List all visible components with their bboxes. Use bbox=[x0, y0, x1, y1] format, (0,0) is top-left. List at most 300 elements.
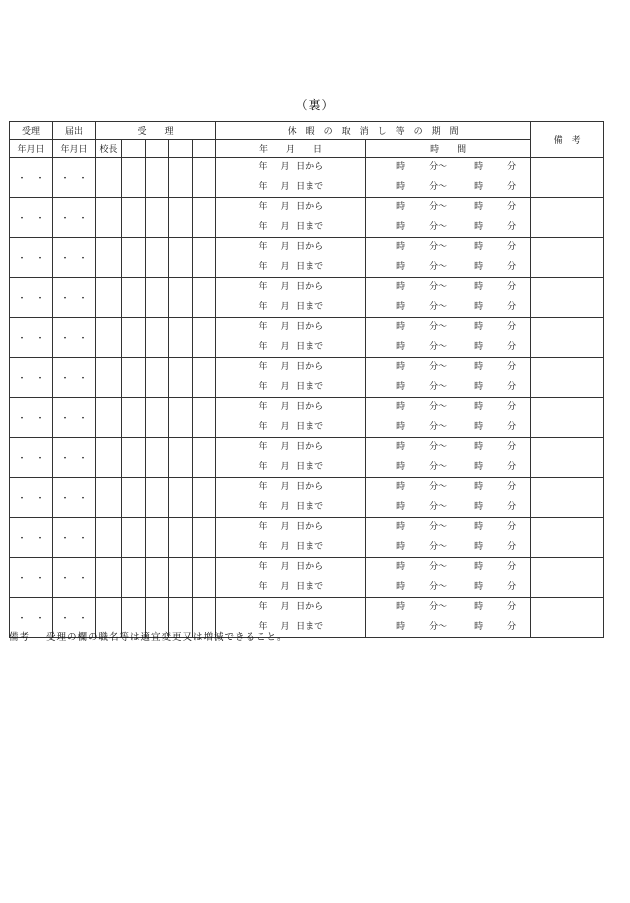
time-from-line bbox=[366, 478, 530, 498]
period-time-cell[interactable] bbox=[366, 278, 531, 318]
minute-label: 分 bbox=[507, 602, 517, 612]
year-label: 年 bbox=[258, 381, 268, 392]
time-from-line bbox=[366, 598, 530, 618]
minute-from-label: 分〜 bbox=[429, 242, 448, 252]
minute-label: 分 bbox=[507, 402, 517, 412]
filing-date-cell[interactable]: ・ ・ bbox=[53, 558, 96, 598]
minute-from-label: 分〜 bbox=[429, 442, 448, 452]
hour-label: 時 bbox=[396, 162, 406, 172]
principal-seal-cell[interactable] bbox=[96, 438, 122, 478]
day-to-label: 日まで bbox=[296, 341, 324, 352]
month-label: 月 bbox=[280, 282, 290, 292]
minute-from-label: 分〜 bbox=[429, 522, 448, 532]
period-from-line bbox=[216, 158, 365, 178]
period-time-cell[interactable] bbox=[366, 358, 531, 398]
hour-label: 時 bbox=[396, 501, 406, 512]
minute-label: 分 bbox=[507, 541, 517, 552]
filing-date-cell[interactable]: ・ ・ bbox=[53, 598, 96, 638]
approver-seal-cell[interactable] bbox=[146, 398, 169, 438]
hour-label: 時 bbox=[396, 242, 406, 252]
filing-date-cell[interactable]: ・ ・ bbox=[53, 318, 96, 358]
period-date-cell[interactable] bbox=[216, 478, 366, 518]
year-label: 年 bbox=[258, 162, 268, 172]
hour-label: 時 bbox=[474, 421, 484, 432]
principal-seal-cell[interactable] bbox=[96, 358, 122, 398]
year-label: 年 bbox=[258, 442, 268, 452]
day-to-label: 日まで bbox=[296, 301, 324, 312]
period-to-line bbox=[216, 298, 365, 318]
table-row bbox=[10, 398, 604, 438]
approver-seal-cell[interactable] bbox=[169, 438, 193, 478]
period-time-cell[interactable] bbox=[366, 558, 531, 598]
period-from-line bbox=[216, 358, 365, 378]
leave-cancel-period-header: 休 暇 の 取 消 し 等 の 期 間 bbox=[216, 122, 531, 140]
period-from-line bbox=[216, 318, 365, 338]
remarks-cell[interactable] bbox=[531, 278, 604, 318]
year-label: 年 bbox=[258, 461, 268, 472]
period-to-line bbox=[216, 378, 365, 398]
year-label: 年 bbox=[258, 322, 268, 332]
approver-seal-cell[interactable] bbox=[122, 238, 146, 278]
header-row-1 bbox=[10, 122, 604, 140]
period-date-cell[interactable] bbox=[216, 198, 366, 238]
hour-label: 時 bbox=[396, 261, 406, 272]
period-date-cell[interactable] bbox=[216, 438, 366, 478]
page-title: （裏） bbox=[295, 98, 335, 112]
hour-label: 時 bbox=[474, 602, 484, 612]
year-label: 年 bbox=[258, 362, 268, 372]
hour-label: 時 bbox=[474, 562, 484, 572]
time-from-line bbox=[366, 558, 530, 578]
hour-label: 時 bbox=[474, 482, 484, 492]
hour-label: 時 bbox=[396, 322, 406, 332]
hour-label: 時 bbox=[396, 442, 406, 452]
approver-seal-cell[interactable] bbox=[122, 278, 146, 318]
minute-label: 分 bbox=[507, 581, 517, 592]
approver-seal-cell[interactable] bbox=[122, 198, 146, 238]
day-to-label: 日まで bbox=[296, 261, 324, 272]
hour-label: 時 bbox=[474, 202, 484, 212]
principal-seal-cell[interactable] bbox=[96, 158, 122, 198]
approver-seal-cell[interactable] bbox=[122, 158, 146, 198]
minute-from-label: 分〜 bbox=[429, 282, 448, 292]
minute-label: 分 bbox=[507, 322, 517, 332]
time-to-line bbox=[366, 298, 530, 318]
time-to-line bbox=[366, 418, 530, 438]
period-time-cell[interactable] bbox=[366, 598, 531, 638]
time-from-line bbox=[366, 158, 530, 178]
minute-from-label: 分〜 bbox=[429, 501, 448, 512]
filing-date-cell[interactable]: ・ ・ bbox=[53, 158, 96, 198]
minute-from-label: 分〜 bbox=[429, 602, 448, 612]
leave-cancellation-table bbox=[9, 121, 604, 638]
minute-from-label: 分〜 bbox=[429, 421, 448, 432]
receipt-date-cell[interactable]: ・ ・ bbox=[10, 478, 53, 518]
day-from-label: 日から bbox=[296, 282, 324, 292]
minute-label: 分 bbox=[507, 181, 517, 192]
day-from-label: 日から bbox=[296, 362, 324, 372]
month-label: 月 bbox=[280, 562, 290, 572]
hour-label: 時 bbox=[396, 202, 406, 212]
period-date-cell[interactable] bbox=[216, 558, 366, 598]
period-time-cell[interactable] bbox=[366, 478, 531, 518]
hour-label: 時 bbox=[474, 402, 484, 412]
hour-label: 時 bbox=[474, 362, 484, 372]
time-from-line bbox=[366, 278, 530, 298]
approver-seal-cell[interactable] bbox=[169, 518, 193, 558]
minute-label: 分 bbox=[507, 261, 517, 272]
period-date-cell[interactable] bbox=[216, 238, 366, 278]
approver-seal-cell[interactable] bbox=[193, 358, 216, 398]
period-to-line bbox=[216, 218, 365, 238]
approver-seal-cell[interactable] bbox=[122, 478, 146, 518]
time-from-line bbox=[366, 238, 530, 258]
year-label: 年 bbox=[258, 202, 268, 212]
year-label: 年 bbox=[258, 261, 268, 272]
approver-seal-cell[interactable] bbox=[193, 198, 216, 238]
minute-from-label: 分〜 bbox=[429, 322, 448, 332]
period-from-line bbox=[216, 558, 365, 578]
month-label: 月 bbox=[280, 202, 290, 212]
approver-seal-cell[interactable] bbox=[122, 518, 146, 558]
minute-from-label: 分〜 bbox=[429, 562, 448, 572]
hour-label: 時 bbox=[396, 541, 406, 552]
approver-seal-cell[interactable] bbox=[193, 278, 216, 318]
filing-date-cell[interactable]: ・ ・ bbox=[53, 398, 96, 438]
filing-date-cell[interactable]: ・ ・ bbox=[53, 198, 96, 238]
minute-from-label: 分〜 bbox=[429, 581, 448, 592]
hour-label: 時 bbox=[396, 581, 406, 592]
approver-seal-cell[interactable] bbox=[122, 398, 146, 438]
period-time-cell[interactable] bbox=[366, 398, 531, 438]
receipt-date-cell[interactable]: ・ ・ bbox=[10, 438, 53, 478]
approver-seal-cell[interactable] bbox=[146, 198, 169, 238]
approver-seal-cell[interactable] bbox=[146, 318, 169, 358]
period-time-cell[interactable] bbox=[366, 158, 531, 198]
receipt-date-cell[interactable]: ・ ・ bbox=[10, 358, 53, 398]
time-to-line bbox=[366, 338, 530, 358]
hour-label: 時 bbox=[474, 581, 484, 592]
period-time-cell[interactable] bbox=[366, 318, 531, 358]
day-from-label: 日から bbox=[296, 202, 324, 212]
approver-seal-cell[interactable] bbox=[146, 478, 169, 518]
approver-seal-cell[interactable] bbox=[169, 478, 193, 518]
remarks-cell[interactable] bbox=[531, 238, 604, 278]
day-to-label: 日まで bbox=[296, 501, 324, 512]
approver-seal-cell[interactable] bbox=[169, 318, 193, 358]
receipt-date-cell[interactable]: ・ ・ bbox=[10, 558, 53, 598]
period-date-cell[interactable] bbox=[216, 318, 366, 358]
remarks-cell[interactable] bbox=[531, 558, 604, 598]
table-row bbox=[10, 558, 604, 598]
month-label: 月 bbox=[280, 341, 290, 352]
approver-seal-cell[interactable] bbox=[122, 558, 146, 598]
period-date-cell[interactable] bbox=[216, 278, 366, 318]
month-label: 月 bbox=[280, 541, 290, 552]
remarks-header: 備 考 bbox=[531, 122, 604, 158]
time-from-line bbox=[366, 518, 530, 538]
month-label: 月 bbox=[280, 301, 290, 312]
approver-seal-cell[interactable] bbox=[122, 358, 146, 398]
period-from-line bbox=[216, 278, 365, 298]
remarks-cell[interactable] bbox=[531, 158, 604, 198]
period-from-line bbox=[216, 198, 365, 218]
period-date-cell[interactable] bbox=[216, 158, 366, 198]
month-label: 月 bbox=[280, 242, 290, 252]
minute-from-label: 分〜 bbox=[429, 221, 448, 232]
day-from-label: 日から bbox=[296, 242, 324, 252]
approver-seal-cell[interactable] bbox=[146, 358, 169, 398]
approver-seal-cell[interactable] bbox=[169, 358, 193, 398]
time-to-line bbox=[366, 458, 530, 478]
principal-seal-cell[interactable] bbox=[96, 238, 122, 278]
approver-seal-cell[interactable] bbox=[122, 318, 146, 358]
day-to-label: 日まで bbox=[296, 541, 324, 552]
period-to-line bbox=[216, 258, 365, 278]
filing-date-cell[interactable]: ・ ・ bbox=[53, 278, 96, 318]
day-to-label: 日まで bbox=[296, 381, 324, 392]
year-label: 年 bbox=[258, 221, 268, 232]
period-to-line bbox=[216, 458, 365, 478]
year-label: 年 bbox=[258, 602, 268, 612]
month-label: 月 bbox=[280, 581, 290, 592]
hour-label: 時 bbox=[474, 221, 484, 232]
day-from-label: 日から bbox=[296, 402, 324, 412]
minute-label: 分 bbox=[507, 242, 517, 252]
approval-header: 受 理 bbox=[96, 122, 216, 140]
receipt-date-header: 年月日 bbox=[10, 140, 53, 158]
approver-seal-cell[interactable] bbox=[193, 238, 216, 278]
hour-label: 時 bbox=[474, 322, 484, 332]
filing-date-cell[interactable]: ・ ・ bbox=[53, 238, 96, 278]
principal-seal-cell[interactable] bbox=[96, 318, 122, 358]
hour-label: 時 bbox=[396, 362, 406, 372]
header-row-2 bbox=[10, 140, 604, 158]
remarks-cell[interactable] bbox=[531, 358, 604, 398]
principal-seal-cell[interactable] bbox=[96, 478, 122, 518]
year-label: 年 bbox=[258, 522, 268, 532]
principal-seal-cell[interactable] bbox=[96, 558, 122, 598]
hour-label: 時 bbox=[396, 522, 406, 532]
approver-seal-cell[interactable] bbox=[169, 278, 193, 318]
hour-label: 時 bbox=[396, 181, 406, 192]
hour-label: 時 bbox=[474, 461, 484, 472]
minute-from-label: 分〜 bbox=[429, 261, 448, 272]
remarks-cell[interactable] bbox=[531, 478, 604, 518]
hour-label: 時 bbox=[474, 341, 484, 352]
hour-label: 時 bbox=[396, 602, 406, 612]
hour-label: 時 bbox=[396, 482, 406, 492]
hour-label: 時 bbox=[474, 242, 484, 252]
receipt-date-cell[interactable]: ・ ・ bbox=[10, 278, 53, 318]
hour-label: 時 bbox=[396, 381, 406, 392]
time-to-line bbox=[366, 498, 530, 518]
approver-slot-header bbox=[146, 140, 169, 158]
period-date-cell[interactable] bbox=[216, 518, 366, 558]
period-time-cell[interactable] bbox=[366, 518, 531, 558]
approver-seal-cell[interactable] bbox=[169, 198, 193, 238]
receipt-date-cell[interactable]: ・ ・ bbox=[10, 238, 53, 278]
approver-seal-cell[interactable] bbox=[146, 558, 169, 598]
approver-seal-cell[interactable] bbox=[169, 558, 193, 598]
period-time-cell[interactable] bbox=[366, 198, 531, 238]
period-date-cell[interactable] bbox=[216, 358, 366, 398]
month-label: 月 bbox=[280, 322, 290, 332]
remarks-cell[interactable] bbox=[531, 518, 604, 558]
hour-label: 時 bbox=[474, 522, 484, 532]
minute-from-label: 分〜 bbox=[429, 461, 448, 472]
approver-seal-cell[interactable] bbox=[146, 518, 169, 558]
year-label: 年 bbox=[258, 421, 268, 432]
table-row bbox=[10, 198, 604, 238]
minute-from-label: 分〜 bbox=[429, 162, 448, 172]
minute-label: 分 bbox=[507, 621, 517, 632]
time-to-line bbox=[366, 378, 530, 398]
receipt-date-cell[interactable]: ・ ・ bbox=[10, 518, 53, 558]
approver-seal-cell[interactable] bbox=[193, 438, 216, 478]
remarks-cell[interactable] bbox=[531, 398, 604, 438]
time-from-line bbox=[366, 318, 530, 338]
minute-label: 分 bbox=[507, 482, 517, 492]
minute-from-label: 分〜 bbox=[429, 202, 448, 212]
minute-label: 分 bbox=[507, 282, 517, 292]
filing-date-cell[interactable]: ・ ・ bbox=[53, 358, 96, 398]
hour-label: 時 bbox=[396, 421, 406, 432]
table-row bbox=[10, 158, 604, 198]
approver-seal-cell[interactable] bbox=[146, 278, 169, 318]
hour-label: 時 bbox=[396, 282, 406, 292]
minute-from-label: 分〜 bbox=[429, 541, 448, 552]
approver-seal-cell[interactable] bbox=[193, 158, 216, 198]
time-from-line bbox=[366, 198, 530, 218]
principal-seal-cell[interactable] bbox=[96, 398, 122, 438]
approver-seal-cell[interactable] bbox=[169, 158, 193, 198]
remarks-cell[interactable] bbox=[531, 318, 604, 358]
minute-label: 分 bbox=[507, 301, 517, 312]
period-from-line bbox=[216, 518, 365, 538]
month-label: 月 bbox=[280, 381, 290, 392]
approver-slot-header bbox=[169, 140, 193, 158]
period-time-cell[interactable] bbox=[366, 438, 531, 478]
table-row bbox=[10, 358, 604, 398]
approver-seal-cell[interactable] bbox=[169, 398, 193, 438]
filing-date-header: 年月日 bbox=[53, 140, 96, 158]
hour-label: 時 bbox=[474, 621, 484, 632]
period-from-line bbox=[216, 238, 365, 258]
footnote-label: 備考 bbox=[9, 632, 31, 643]
year-label: 年 bbox=[258, 562, 268, 572]
month-label: 月 bbox=[280, 522, 290, 532]
approver-seal-cell[interactable] bbox=[146, 158, 169, 198]
year-label: 年 bbox=[258, 621, 268, 632]
hour-label: 時 bbox=[396, 221, 406, 232]
approver-slot-header bbox=[193, 140, 216, 158]
approver-seal-cell[interactable] bbox=[146, 238, 169, 278]
approver-seal-cell[interactable] bbox=[193, 478, 216, 518]
approver-seal-cell[interactable] bbox=[122, 438, 146, 478]
day-to-label: 日まで bbox=[296, 621, 324, 632]
day-to-label: 日まで bbox=[296, 221, 324, 232]
month-label: 月 bbox=[280, 221, 290, 232]
footnote-text: 受理の欄の職名等は適宜変更又は増減できること。 bbox=[46, 632, 288, 643]
period-from-line bbox=[216, 398, 365, 418]
minute-label: 分 bbox=[507, 421, 517, 432]
principal-seal-cell[interactable] bbox=[96, 518, 122, 558]
month-label: 月 bbox=[280, 602, 290, 612]
minute-from-label: 分〜 bbox=[429, 621, 448, 632]
hour-label: 時 bbox=[396, 621, 406, 632]
period-time-cell[interactable] bbox=[366, 238, 531, 278]
month-label: 月 bbox=[280, 421, 290, 432]
period-from-line bbox=[216, 438, 365, 458]
month-label: 月 bbox=[280, 442, 290, 452]
minute-label: 分 bbox=[507, 562, 517, 572]
month-label: 月 bbox=[280, 482, 290, 492]
hour-label: 時 bbox=[474, 301, 484, 312]
filing-date-cell[interactable]: ・ ・ bbox=[53, 438, 96, 478]
period-date-cell[interactable] bbox=[216, 398, 366, 438]
minute-from-label: 分〜 bbox=[429, 181, 448, 192]
table-row bbox=[10, 438, 604, 478]
day-to-label: 日まで bbox=[296, 461, 324, 472]
month-label: 月 bbox=[280, 261, 290, 272]
period-from-line bbox=[216, 598, 365, 618]
approver-seal-cell[interactable] bbox=[146, 438, 169, 478]
minute-from-label: 分〜 bbox=[429, 362, 448, 372]
year-label: 年 bbox=[258, 301, 268, 312]
year-label: 年 bbox=[258, 581, 268, 592]
approver-seal-cell[interactable] bbox=[193, 558, 216, 598]
date-column-header: 年 月 日 bbox=[216, 140, 366, 158]
month-label: 月 bbox=[280, 181, 290, 192]
hour-label: 時 bbox=[396, 402, 406, 412]
time-to-line bbox=[366, 618, 530, 638]
minute-from-label: 分〜 bbox=[429, 341, 448, 352]
period-to-line bbox=[216, 498, 365, 518]
approver-seal-cell[interactable] bbox=[169, 238, 193, 278]
month-label: 月 bbox=[280, 162, 290, 172]
receipt-date-cell[interactable]: ・ ・ bbox=[10, 598, 53, 638]
month-label: 月 bbox=[280, 362, 290, 372]
table-row bbox=[10, 518, 604, 558]
principal-seal-cell[interactable] bbox=[96, 198, 122, 238]
receipt-date-cell[interactable]: ・ ・ bbox=[10, 318, 53, 358]
receipt-date-cell[interactable]: ・ ・ bbox=[10, 398, 53, 438]
approver-seal-cell[interactable] bbox=[193, 518, 216, 558]
principal-seal-cell[interactable] bbox=[96, 278, 122, 318]
minute-from-label: 分〜 bbox=[429, 402, 448, 412]
remarks-cell[interactable] bbox=[531, 438, 604, 478]
year-label: 年 bbox=[258, 282, 268, 292]
day-from-label: 日から bbox=[296, 522, 324, 532]
time-to-line bbox=[366, 578, 530, 598]
remarks-cell[interactable] bbox=[531, 198, 604, 238]
remarks-cell[interactable] bbox=[531, 598, 604, 638]
receipt-date-cell[interactable]: ・ ・ bbox=[10, 158, 53, 198]
time-to-line bbox=[366, 538, 530, 558]
table-row bbox=[10, 238, 604, 278]
minute-label: 分 bbox=[507, 202, 517, 212]
approver-slot-header bbox=[122, 140, 146, 158]
day-from-label: 日から bbox=[296, 442, 324, 452]
year-label: 年 bbox=[258, 501, 268, 512]
approver-seal-cell[interactable] bbox=[193, 318, 216, 358]
minute-from-label: 分〜 bbox=[429, 381, 448, 392]
receipt-date-cell[interactable]: ・ ・ bbox=[10, 198, 53, 238]
filing-date-cell[interactable]: ・ ・ bbox=[53, 478, 96, 518]
approver-seal-cell[interactable] bbox=[193, 398, 216, 438]
filing-date-cell[interactable]: ・ ・ bbox=[53, 518, 96, 558]
